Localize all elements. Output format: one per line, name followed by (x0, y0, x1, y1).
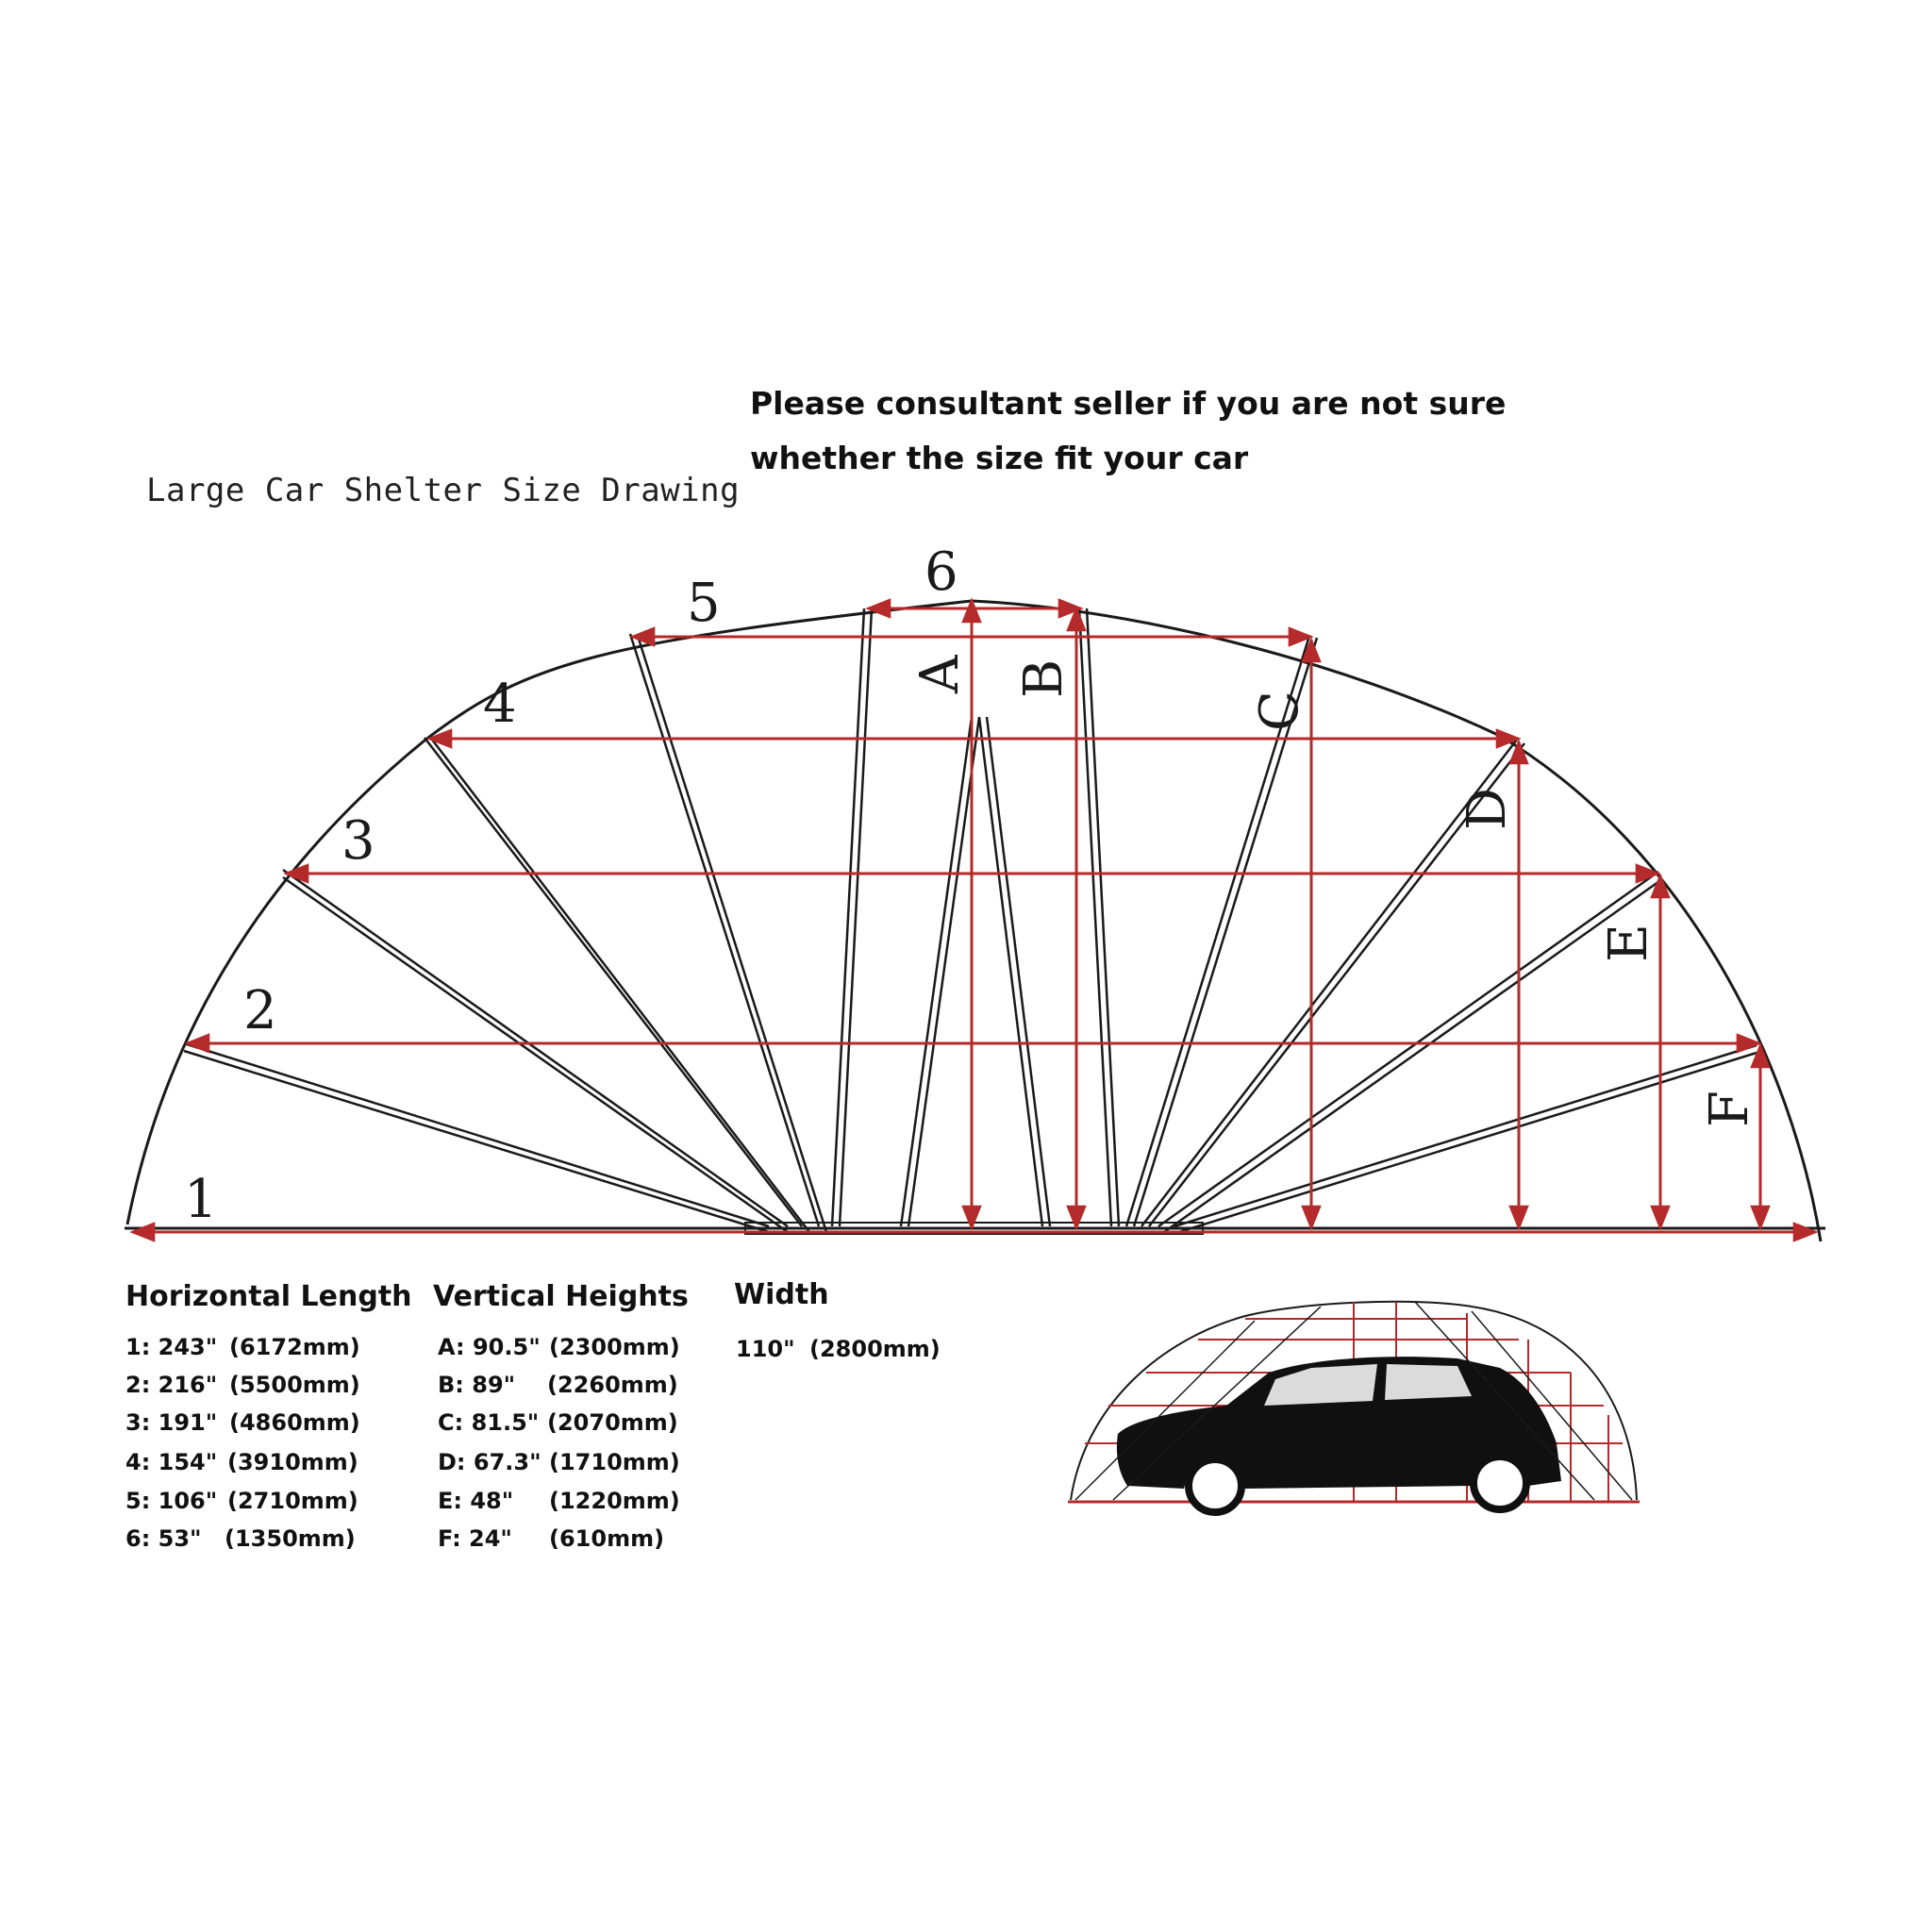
vertical-row-f (438, 1525, 665, 1552)
row-label: 6: 53" (125, 1525, 202, 1552)
width-heading: Width (734, 1278, 829, 1311)
label-6: 6 (924, 541, 958, 603)
rib-center-left (901, 717, 979, 1226)
rib-6-right (1079, 608, 1119, 1226)
width-row (736, 1336, 941, 1362)
label-5: 5 (687, 573, 721, 634)
label-c: C (1249, 691, 1310, 731)
rib-4 (425, 738, 809, 1232)
row-mm: (2260mm) (547, 1372, 678, 1398)
row-mm: (1220mm) (549, 1488, 680, 1514)
vertical-heights-heading: Vertical Heights (433, 1280, 689, 1313)
row-mm: (3910mm) (227, 1449, 358, 1475)
row-label: A: 90.5" (438, 1334, 541, 1360)
horizontal-length-heading: Horizontal Length (125, 1280, 412, 1313)
label-e: E (1598, 924, 1659, 962)
horizontal-row-5 (125, 1488, 358, 1514)
row-mm: (2300mm) (549, 1334, 680, 1360)
row-label: 2: 216" (125, 1372, 218, 1398)
row-label: E: 48" (438, 1488, 514, 1514)
width-mm: (2800mm) (809, 1336, 941, 1362)
row-label: F: 24" (438, 1525, 512, 1552)
rib-center-right (979, 717, 1050, 1226)
width-value: 110" (736, 1336, 795, 1362)
row-label: 3: 191" (125, 1409, 218, 1436)
row-mm: (2710mm) (227, 1488, 358, 1514)
notice-line-1: Please consultant seller if you are not sure (750, 385, 1507, 422)
rib-6-left (832, 608, 872, 1226)
row-label: C: 81.5" (438, 1409, 540, 1436)
row-mm: (2070mm) (547, 1409, 678, 1436)
vertical-row-b (438, 1372, 678, 1398)
drawing-title: Large Car Shelter Size Drawing (146, 472, 741, 509)
row-label: D: 67.3" (438, 1449, 541, 1475)
label-4: 4 (483, 674, 517, 735)
vertical-row-d (438, 1449, 680, 1475)
label-f: F (1699, 1091, 1760, 1127)
row-mm: (6172mm) (229, 1334, 360, 1360)
label-b: B (1013, 658, 1074, 698)
row-mm: (5500mm) (229, 1372, 360, 1398)
vertical-row-e (438, 1488, 680, 1514)
label-1: 1 (184, 1169, 218, 1230)
label-a: A (909, 655, 971, 693)
row-mm: (610mm) (549, 1525, 665, 1552)
rib-e (1158, 872, 1662, 1232)
row-label: 5: 106" (125, 1488, 218, 1514)
row-label: B: 89" (438, 1372, 516, 1398)
rib-f (1174, 1045, 1757, 1232)
horizontal-row-4 (125, 1449, 358, 1475)
vertical-row-c (438, 1409, 678, 1436)
row-label: 1: 243" (125, 1334, 218, 1360)
car-shelter-thumbnail (1068, 1302, 1640, 1512)
notice-line-2: whether the size fit your car (750, 440, 1249, 476)
horizontal-row-3 (125, 1409, 360, 1436)
horizontal-dimensions (132, 608, 1816, 1232)
label-2: 2 (243, 980, 277, 1041)
horizontal-row-6 (125, 1525, 356, 1552)
label-d: D (1457, 788, 1518, 830)
horizontal-row-2 (125, 1372, 360, 1398)
label-3: 3 (341, 810, 375, 872)
row-mm: (1710mm) (549, 1449, 680, 1475)
vertical-row-a (438, 1334, 680, 1360)
rib-3 (283, 870, 788, 1232)
horizontal-row-1 (125, 1334, 360, 1360)
row-mm: (1350mm) (225, 1525, 356, 1552)
row-mm: (4860mm) (229, 1409, 360, 1436)
row-label: 4: 154" (125, 1449, 218, 1475)
vertical-dimensions (972, 600, 1760, 1228)
outer-arch (127, 601, 1821, 1241)
